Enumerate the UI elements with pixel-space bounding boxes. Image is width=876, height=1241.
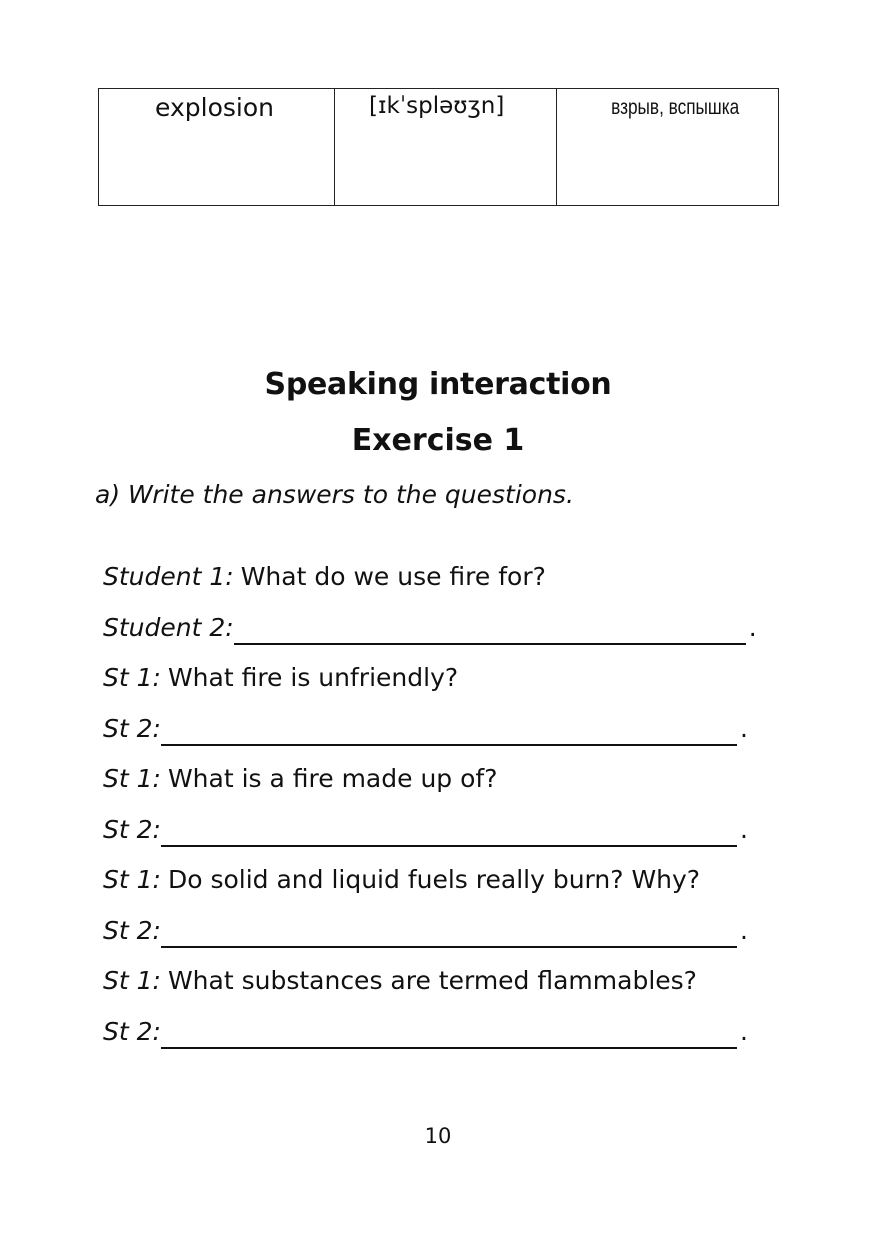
speaker-label: St 2: (103, 1016, 161, 1046)
question-text: What fire is unfriendly? (167, 663, 459, 692)
page-number: 10 (424, 1124, 452, 1148)
speaker-label: St 2: (103, 713, 161, 743)
dialog-line (103, 613, 763, 664)
dialog-line (103, 916, 763, 967)
dialog-line (103, 815, 763, 866)
dialog (103, 562, 763, 1067)
answer-blank[interactable] (161, 916, 737, 948)
vocab-translation: взрыв, вспышка (611, 96, 740, 119)
question-text: Do solid and liquid fuels really burn? Why? (167, 865, 701, 894)
answer-blank[interactable] (161, 1017, 737, 1049)
line-end-period: . (748, 612, 757, 642)
answer-blank[interactable] (161, 815, 737, 847)
speaker-label: St 1: (103, 663, 161, 692)
answer-blank[interactable] (234, 613, 746, 645)
question-text: What substances are termed flammables? (167, 966, 697, 995)
exercise-title: Exercise 1 (351, 423, 525, 458)
speaker-label: Student 1: (103, 562, 234, 591)
question-text: What is a fire made up of? (167, 764, 498, 793)
dialog-line (103, 1017, 763, 1068)
speaker-label: St 1: (103, 865, 161, 894)
translation-cell (557, 89, 779, 206)
speaker-label: St 1: (103, 764, 161, 793)
speaker-label: St 2: (103, 915, 161, 945)
exercise-instruction: a) Write the answers to the questions. (95, 480, 574, 509)
dialog-line (103, 714, 763, 765)
line-end-period: . (739, 915, 748, 945)
speaker-label: St 2: (103, 814, 161, 844)
speaker-label: Student 2: (103, 612, 234, 642)
vocab-word: explosion (155, 93, 274, 122)
dialog-line (103, 663, 763, 714)
dialog-line (103, 764, 763, 815)
line-end-period: . (739, 814, 748, 844)
dialog-line (103, 562, 763, 613)
answer-blank[interactable] (161, 714, 737, 746)
speaker-label: St 1: (103, 966, 161, 995)
vocabulary-table (98, 88, 779, 206)
vocab-transcription: [ɪkˈspləʊʒn] (369, 93, 505, 119)
line-end-period: . (739, 1016, 748, 1046)
line-end-period: . (739, 713, 748, 743)
word-cell (99, 89, 335, 206)
section-title: Speaking interaction (264, 367, 612, 402)
dialog-line (103, 966, 763, 1017)
dialog-line (103, 865, 763, 916)
transcription-cell (335, 89, 557, 206)
question-text: What do we use fire for? (240, 562, 546, 591)
table-row (99, 89, 779, 206)
